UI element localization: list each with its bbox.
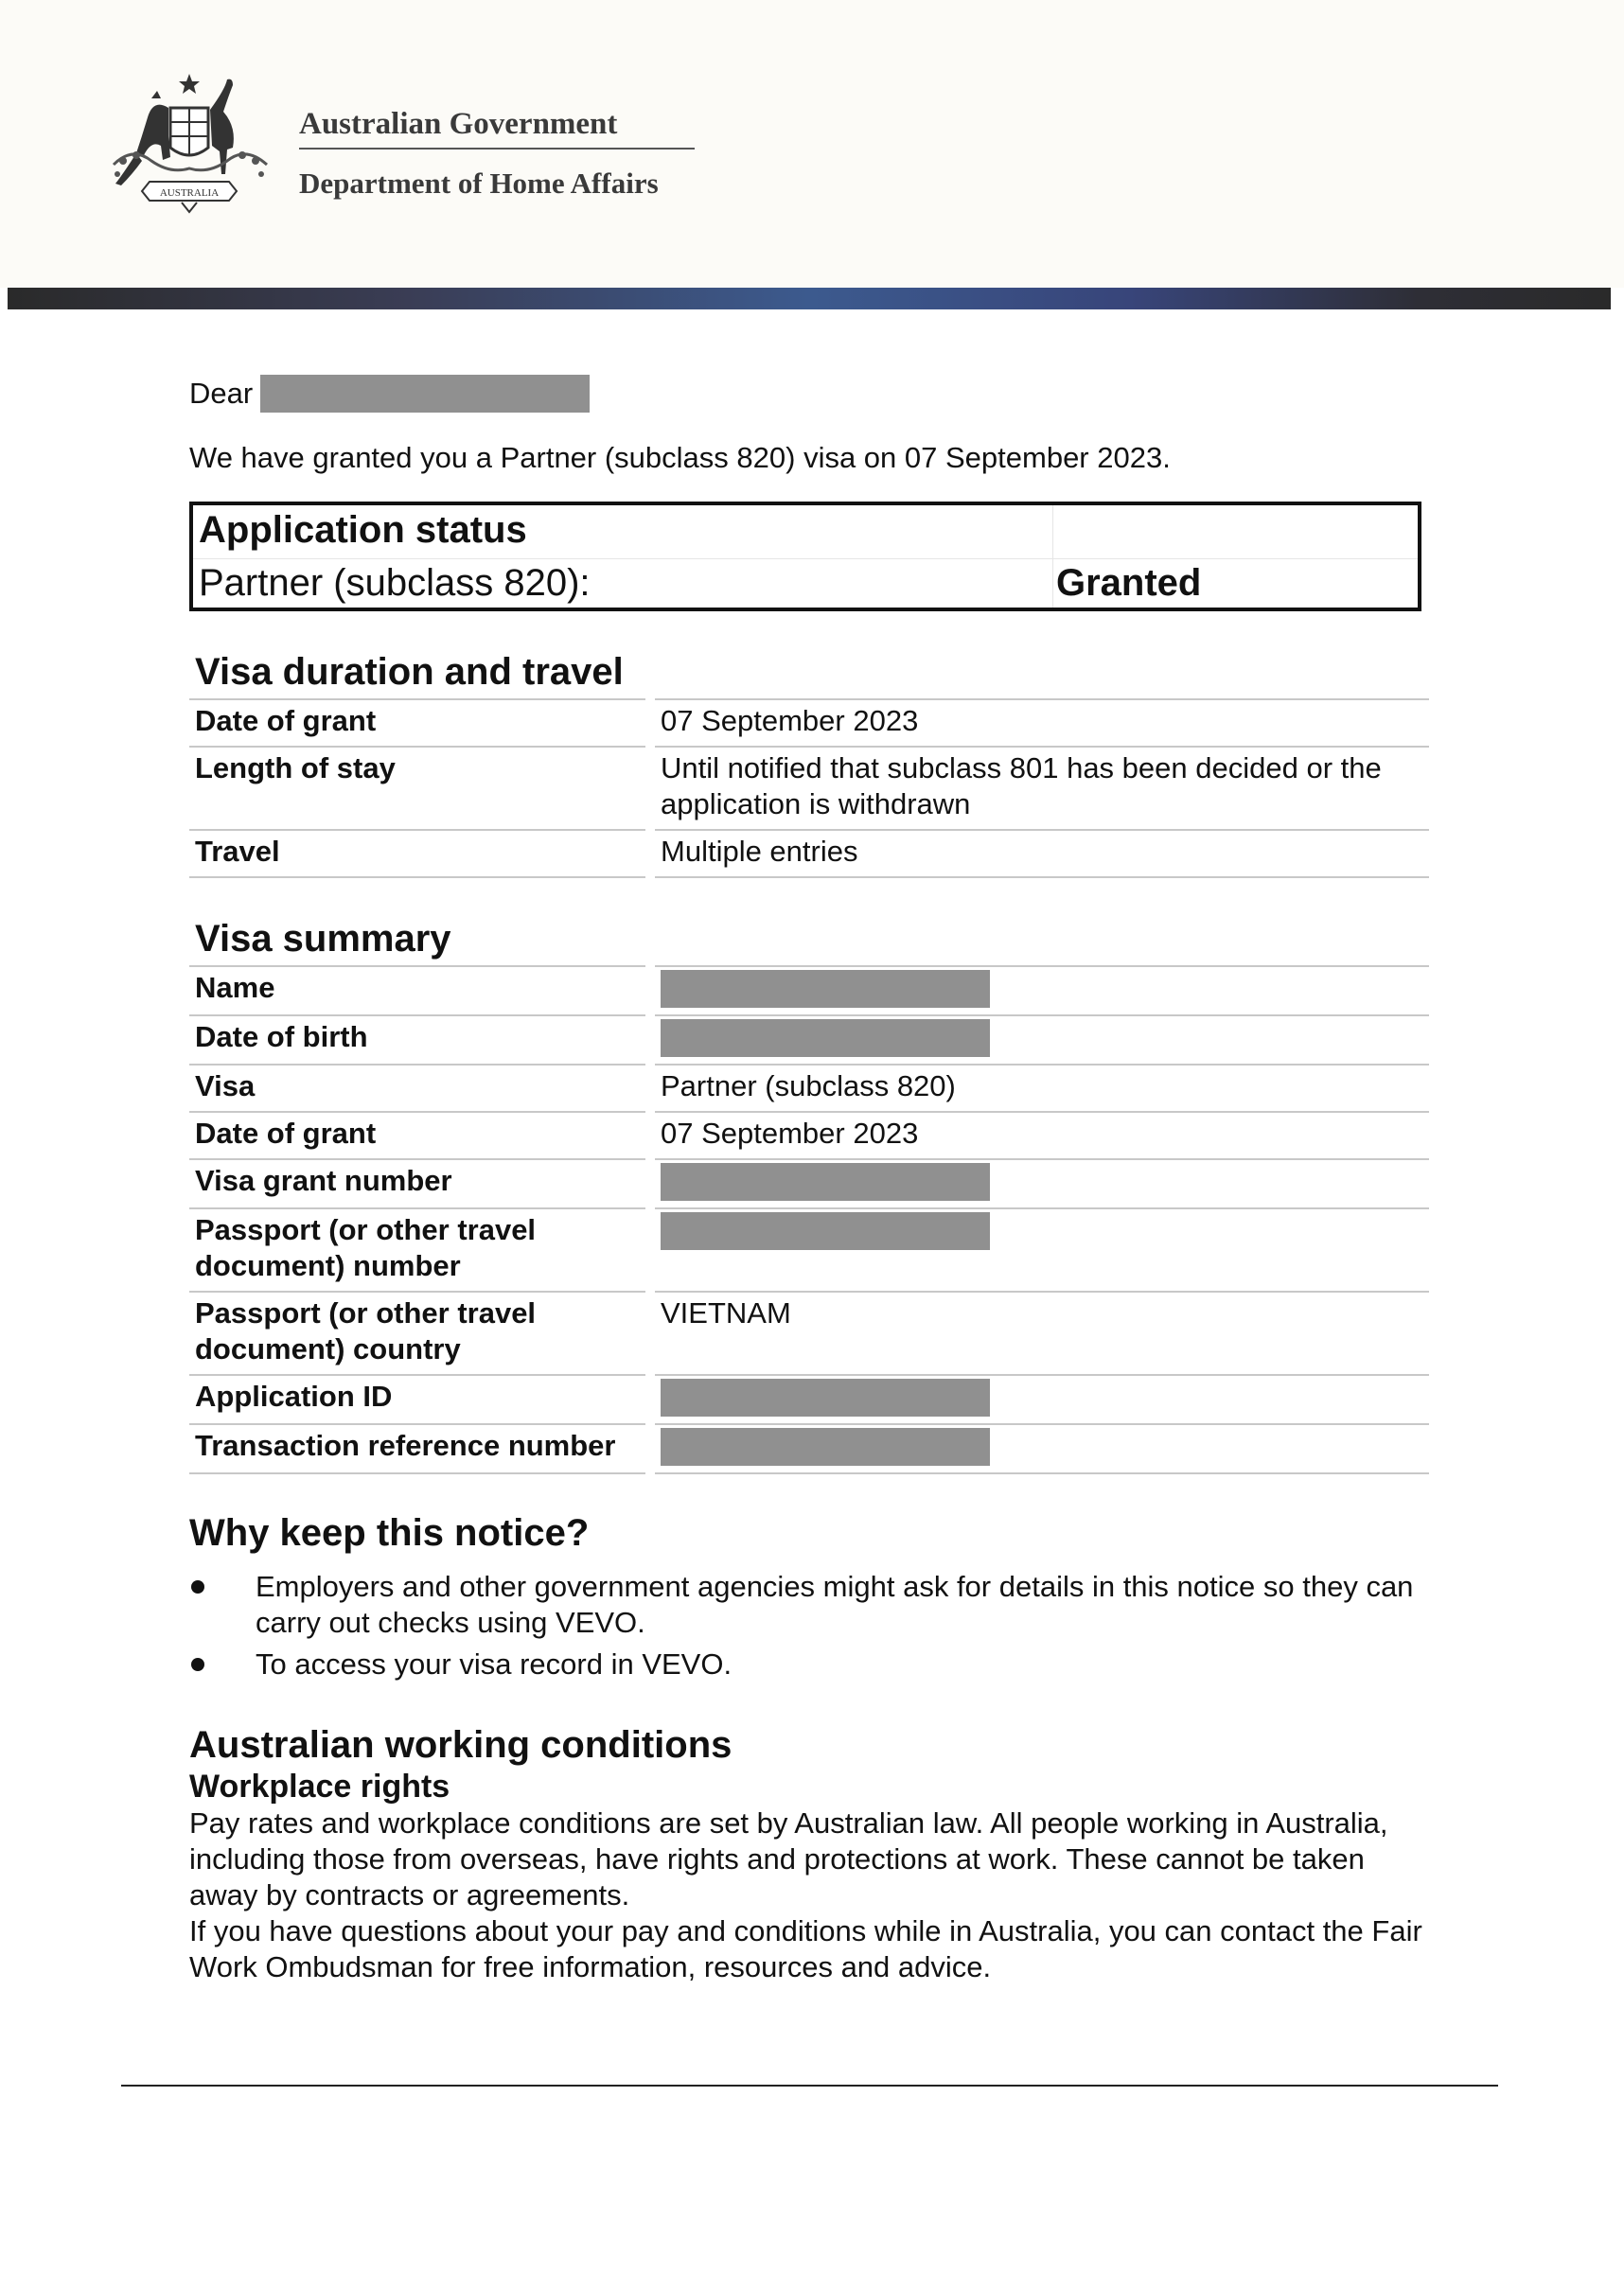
letterhead xyxy=(0,0,1624,288)
row-label: Transaction reference number xyxy=(189,1423,645,1474)
row-label: Application ID xyxy=(189,1374,645,1423)
agency-name xyxy=(299,106,695,201)
recipient-name-redacted xyxy=(260,375,590,413)
list-item-text: To access your visa record in VEVO. xyxy=(256,1647,733,1681)
redaction-block xyxy=(661,1163,990,1201)
coat-of-arms-icon xyxy=(95,70,284,214)
redaction-block xyxy=(661,1428,990,1466)
duration-heading: Visa duration and travel xyxy=(195,651,624,693)
application-status-box xyxy=(189,502,1421,611)
status-title: Application status xyxy=(199,509,527,551)
row-label: Date of grant xyxy=(189,1111,645,1158)
row-value-redacted xyxy=(655,1014,997,1064)
letter-body xyxy=(189,369,1429,1985)
status-result: Granted xyxy=(1056,562,1202,604)
row-label: Passport (or other travel document) number xyxy=(189,1207,645,1291)
header-band xyxy=(8,288,1611,309)
redaction-block xyxy=(661,1379,990,1417)
table-row xyxy=(189,1014,1429,1064)
summary-heading: Visa summary xyxy=(195,918,451,960)
status-visa: Partner (subclass 820): xyxy=(199,562,591,604)
list-item xyxy=(189,1647,1429,1682)
row-value: 07 September 2023 xyxy=(655,1111,997,1158)
footer-divider xyxy=(121,2085,1498,2087)
conditions-heading: Australian working conditions xyxy=(189,1724,733,1766)
list-item xyxy=(189,1569,1429,1641)
department-name: Department of Home Affairs xyxy=(299,167,659,200)
conditions-subheading: Workplace rights xyxy=(189,1769,450,1805)
status-column-divider xyxy=(1052,505,1053,608)
table-row xyxy=(189,1291,1429,1374)
bullet-icon xyxy=(191,1658,204,1671)
bullet-icon xyxy=(191,1580,204,1594)
redaction-block xyxy=(661,1212,990,1250)
table-row xyxy=(189,1111,1429,1158)
why-list xyxy=(189,1569,1429,1682)
row-label: Name xyxy=(189,965,645,1014)
table-row xyxy=(189,965,1429,1014)
list-item-text: Employers and other government agencies might ask for details in this notice so they can carry out checks using VEVO. xyxy=(256,1570,1414,1639)
contact-paragraph: If you have questions about your pay and conditions while in Australia, you can contact the Fair Work Ombudsman for free information, resources and advice. xyxy=(189,1914,1422,1983)
row-label: Visa grant number xyxy=(189,1158,645,1207)
row-label: Length of stay xyxy=(189,746,645,829)
salutation-text: Dear xyxy=(189,377,254,410)
row-label: Date of birth xyxy=(189,1014,645,1064)
grant-statement: We have granted you a Partner (subclass 820) visa on 07 September 2023. xyxy=(189,441,1171,474)
row-value: Partner (subclass 820) xyxy=(655,1064,997,1111)
agency-divider xyxy=(299,148,695,150)
row-value: 07 September 2023 xyxy=(655,698,1429,746)
row-value-redacted xyxy=(655,1158,997,1207)
row-value: Multiple entries xyxy=(655,829,1429,878)
redaction-block xyxy=(661,970,990,1008)
salutation xyxy=(189,369,1429,418)
status-divider xyxy=(193,558,1418,559)
row-value: VIETNAM xyxy=(655,1291,997,1374)
row-value: Until notified that subclass 801 has been decided or the application is withdrawn xyxy=(655,746,1429,829)
duration-table xyxy=(189,698,1429,878)
row-label: Visa xyxy=(189,1064,645,1111)
table-row xyxy=(189,1374,1429,1423)
table-row xyxy=(189,1207,1429,1291)
table-row xyxy=(189,829,1429,878)
table-row xyxy=(189,1158,1429,1207)
conditions-paragraph: Pay rates and workplace conditions are set by Australian law. All people working in Australia, including those from overseas, have rights and protections at work. These cannot be taken away by contracts or agreements. xyxy=(189,1806,1388,1911)
government-name: Australian Government xyxy=(299,107,618,141)
row-label: Passport (or other travel document) country xyxy=(189,1291,645,1374)
table-row xyxy=(189,1423,1429,1474)
table-row xyxy=(189,1064,1429,1111)
row-label: Date of grant xyxy=(189,698,645,746)
redaction-block xyxy=(661,1019,990,1057)
table-row xyxy=(189,698,1429,746)
row-value-redacted xyxy=(655,965,997,1014)
table-row xyxy=(189,746,1429,829)
summary-table xyxy=(189,965,1429,1474)
why-heading: Why keep this notice? xyxy=(189,1512,590,1554)
row-value-redacted xyxy=(655,1374,997,1423)
row-value-redacted xyxy=(655,1423,997,1474)
row-value-redacted xyxy=(655,1207,997,1291)
row-label: Travel xyxy=(189,829,645,878)
crest-scroll-label: AUSTRALIA xyxy=(159,187,220,199)
